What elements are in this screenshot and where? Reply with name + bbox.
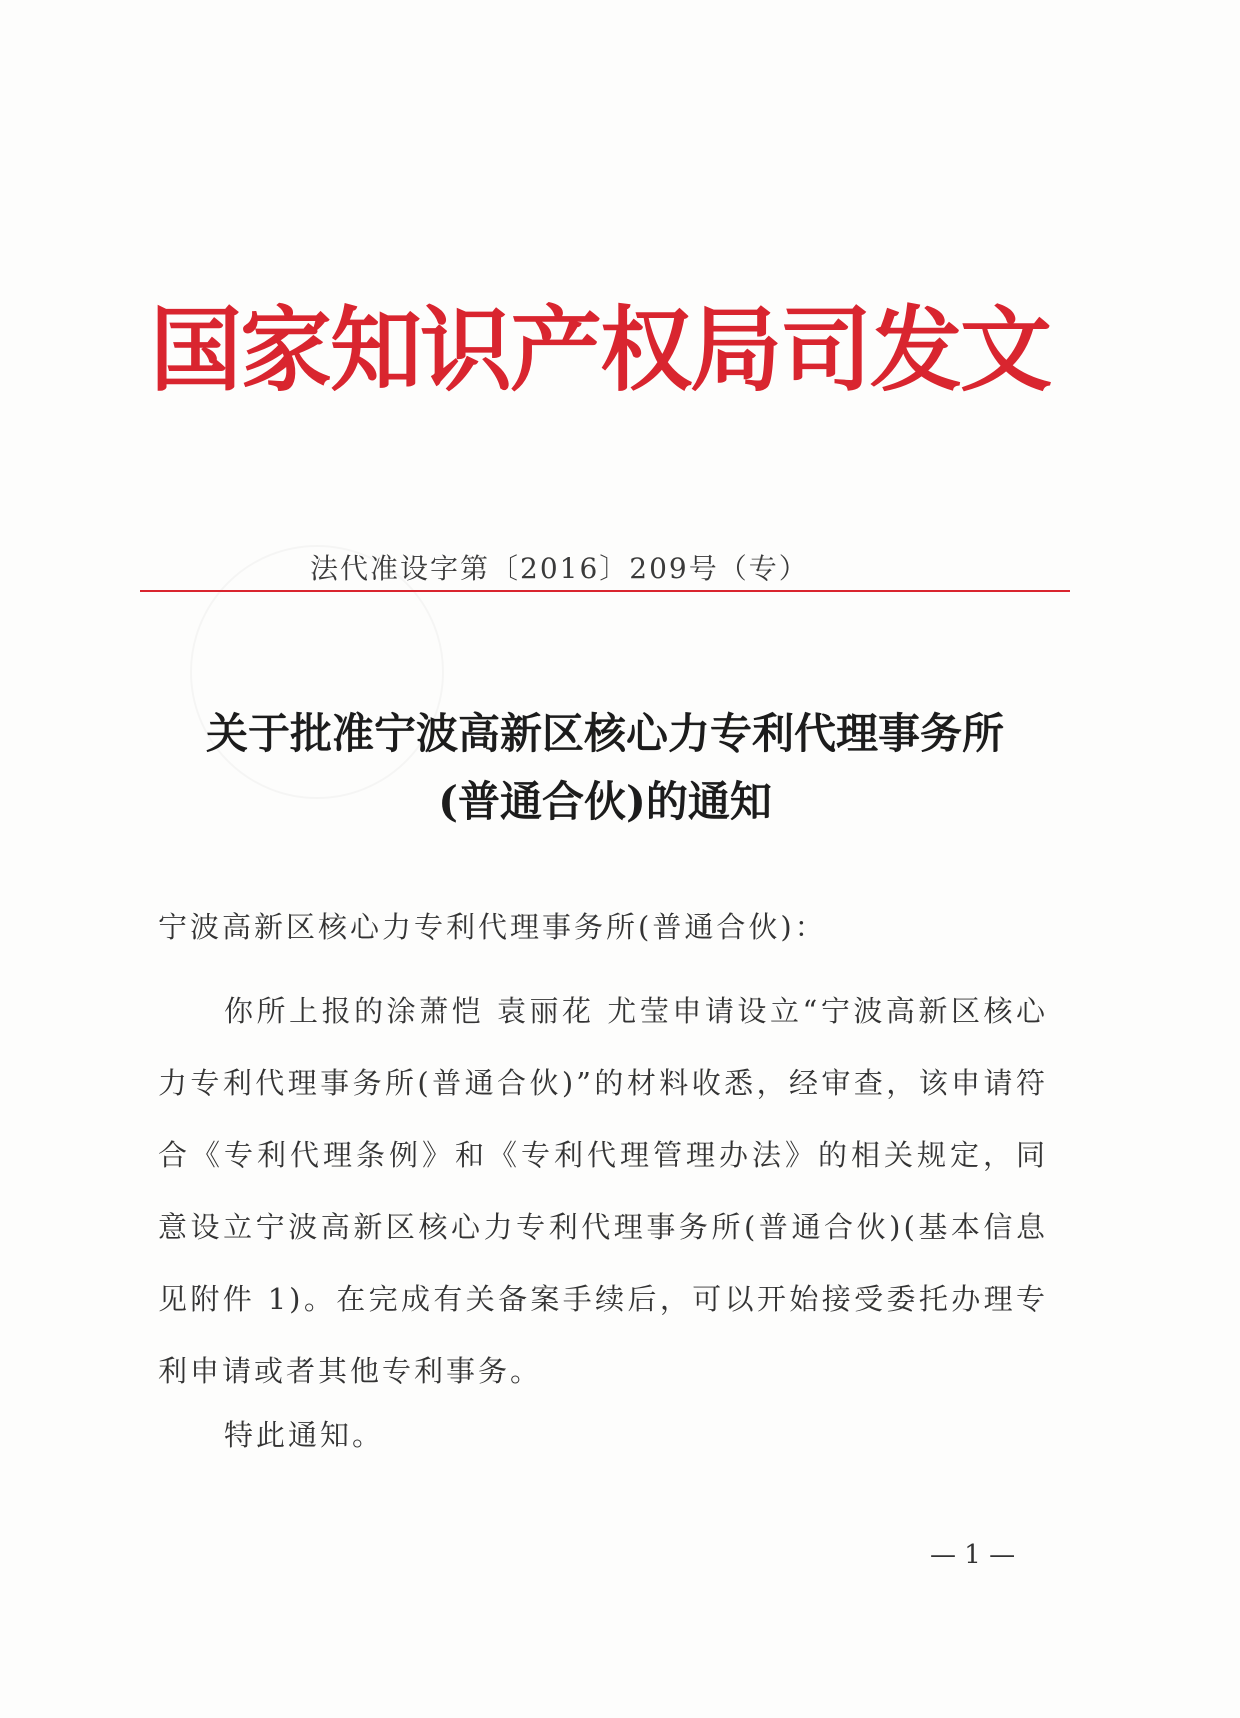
addressee: 宁波高新区核心力专利代理事务所(普通合伙)：	[158, 910, 827, 944]
page-number: — 1 —	[930, 1540, 1016, 1570]
issuing-authority-header: 国家知识产权局司发文	[150, 296, 1051, 404]
notice-title	[140, 700, 1070, 836]
closing-line: 特此通知。	[224, 1418, 385, 1452]
body-paragraph: 你所上报的涂萧恺 袁丽花 尤莹申请设立“宁波高新区核心力专利代理事务所(普通合伙)”的材料收悉，经审查，该申请符合《专利代理条例》和《专利代理管理办法》的相关规定，同意设立宁波高新区核心力专利代理事务所(普通合伙)(基本信息见附件 1)。在完成有关备案手续后，可以开始接受委托办理专利申请或者其他专利事务。	[158, 994, 1048, 1388]
notice-title-line-2: (普通合伙)的通知	[438, 777, 772, 826]
notice-title-line-1: 关于批准宁波高新区核心力专利代理事务所	[205, 709, 1004, 758]
red-separator-line	[140, 590, 1070, 592]
document-number: 法代准设字第〔2016〕209号（专）	[310, 552, 809, 585]
